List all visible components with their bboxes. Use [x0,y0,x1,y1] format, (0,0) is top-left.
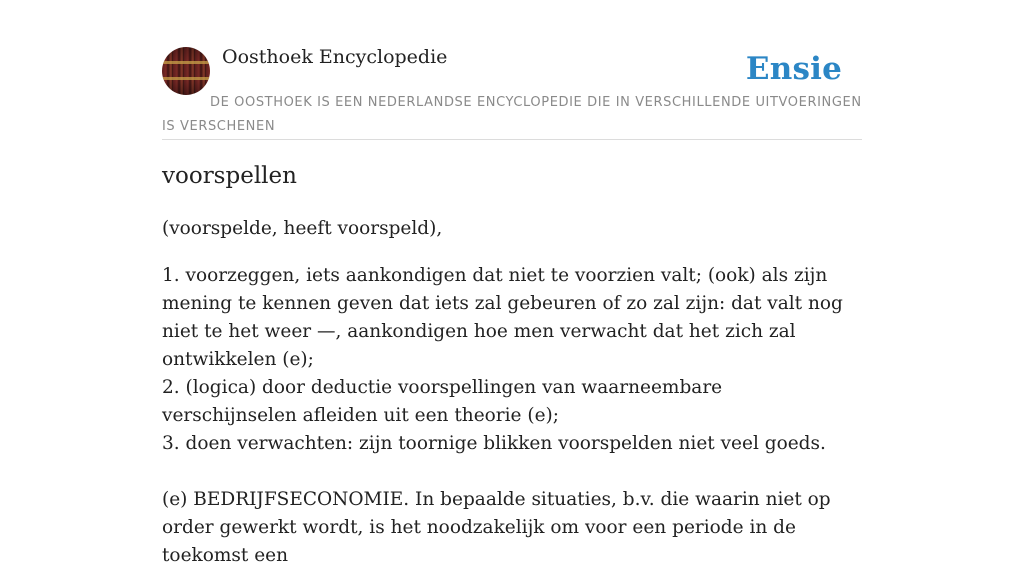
entry-title: voorspellen [162,163,297,189]
entry-grammar: (voorspelde, heeft voorspeld), [162,218,443,239]
site-avatar[interactable] [162,47,210,95]
spacer [162,458,862,486]
definition-2: 2. (logica) door deductie voorspellingen van waarneembare verschijnselen afleiden uit een theorie (e); [162,377,723,426]
entry-extra: (e) BEDRIJFSECONOMIE. In bepaalde situaties, b.v. die waarin niet op order gewerkt wordt, is het noodzakelijk om voor een periode in de toekomst een [162,489,831,566]
avatar-book-band [162,77,210,80]
definition-3: 3. doen verwachten: zijn toornige blikken voorspelden niet veel goeds. [162,433,826,454]
header-divider [162,139,862,140]
avatar-book-band [162,61,210,64]
definition-1: 1. voorzeggen, iets aankondigen dat niet te voorzien valt; (ook) als zijn mening te kennen geven dat iets zal gebeuren of zo zal zijn: dat valt nog niet te het weer —, aankondigen hoe men verwacht dat het zich zal ontwikkelen (e); [162,265,843,370]
site-tagline: DE OOSTHOEK IS EEN NEDERLANDSE ENCYCLOPEDIE DIE IN VERSCHILLENDE UITVOERINGEN IS VERSCHENEN [162,95,862,134]
spacer [162,243,862,262]
entry-content [162,215,862,570]
site-title[interactable]: Oosthoek Encyclopedie [222,46,448,68]
ensie-logo-link[interactable]: Ensie [745,51,842,87]
